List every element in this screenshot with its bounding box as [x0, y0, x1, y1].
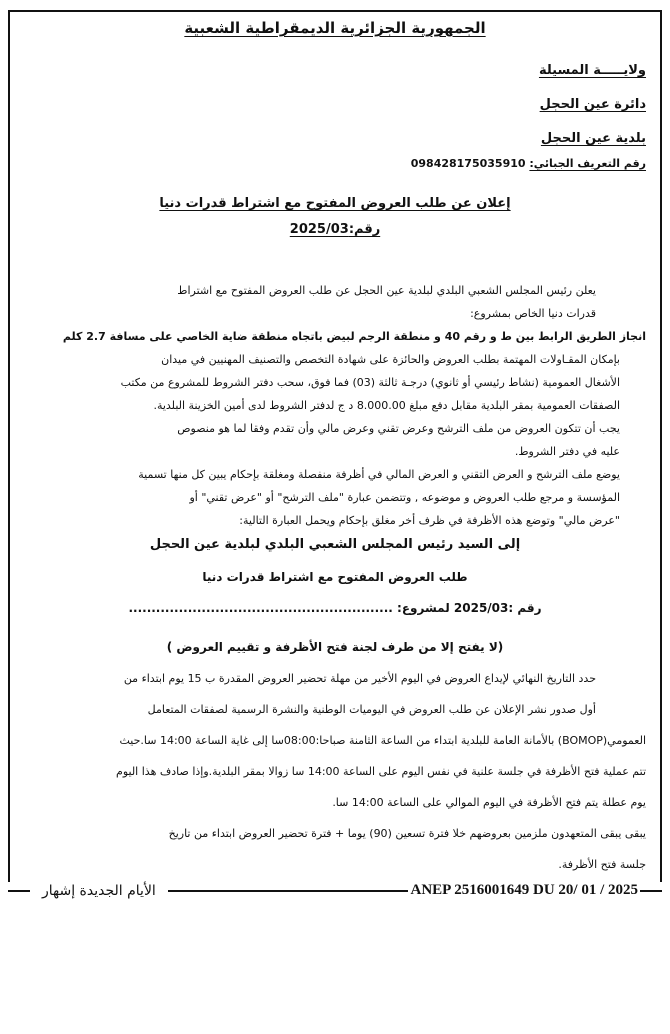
tax-id-label: رقم التعريف الجبائي: [529, 157, 646, 170]
body-line: "عرض مالي" وتوضع هذه الأظرفة في ظرف أخر مغلق بإحكام ويحمل العبارة التالية: [239, 514, 620, 527]
envelope-address: إلى السيد رئيس المجلس الشعبي البلدي لبلدية عين الحجل [149, 537, 521, 552]
body-line: الصفقات العمومية بمقر البلدية مقابل دفع مبلغ 8.000.00 د ج لدفتر الشروط لدى أمين الخزينة البلدية. [153, 399, 620, 412]
commune-label: بلدية عين الحجل [540, 131, 646, 146]
body-line: يوم عطلة يتم فتح الأظرفة في اليوم الموالي على الساعة 14:00 سا. [332, 796, 646, 809]
body-line: يوضع ملف الترشح و العرض التقني و العرض المالي في أظرفة منفصلة ومغلقة بإحكام يبين كل منها تسمية [138, 468, 620, 481]
republic-heading: الجمهورية الجزائرية الديمقراطية الشعبية [184, 19, 486, 37]
project-title: انجاز الطريق الرابط بين ط و رقم 40 و منطقة الرجم لبيض باتجاه منطقة ضاية الخاصي على مسافة 2.7 كلم [62, 330, 646, 343]
body-line: يجب أن تتكون العروض من ملف الترشح وعرض تقني وعرض مالي وأن تقدم وفقا لما هو منصوص [177, 422, 620, 435]
daira-label: دائرة عين الحجل [539, 97, 646, 112]
body-line: تتم عملية فتح الأظرفة في جلسة علنية في نفس اليوم على الساعة 14:00 سا زوالا بمقر البلدية.وإذا صادف هذا اليوم [116, 765, 646, 778]
body-line: حدد التاريخ النهائي لإيداع العروض في اليوم الأخير من مهلة تحضير العروض المقدرة ب 15 يوم ابتداء من [123, 672, 596, 685]
envelope-number: رقم :2025/03 لمشروع: .......................................................... [128, 601, 542, 615]
footer-rule [168, 890, 409, 892]
publisher-name: الأيام الجديدة إشهار [42, 882, 156, 899]
body-line: قدرات دنيا الخاص بمشروع: [470, 307, 596, 320]
body-line: الأشغال العمومية (نشاط رئيسي أو ثانوي) درجـة ثالثة (03) فما فوق، سحب دفتر الشروط للمشروع من مكتب [120, 376, 620, 389]
body-line: يبقى يبقى المتعهدون ملزمين بعروضهم خلا فترة تسعين (90) يوما + فترة تحضير العروض ابتداء من تاريخ [168, 827, 646, 840]
body-line: جلسة فتح الأظرفة. [558, 858, 646, 871]
envelope-note: (لا يفتح إلا من طرف لجنة فتح الأظرفة و تقييم العروض ) [166, 640, 504, 654]
footer-rule [8, 890, 30, 892]
footer-rule [640, 890, 662, 892]
body-line: المؤسسة و مرجع طلب العروض و موضوعه , وتتضمن عبارة "ملف الترشح" أو "عرض تقني" أو [189, 491, 620, 504]
anep-reference: ANEP 2516001649 DU 20/ 01 / 2025 [410, 882, 638, 898]
document-border [8, 10, 662, 882]
body-line: يعلن رئيس المجلس الشعبي البلدي لبلدية عين الحجل عن طلب العروض المفتوح مع اشتراط [177, 284, 596, 297]
announcement-number: رقم:2025/03 [289, 222, 381, 237]
wilaya-label: ولايـــــة المسيلة [538, 63, 646, 78]
envelope-subject: طلب العروض المفتوح مع اشتراط قدرات دنيا [202, 570, 468, 584]
tax-id-value: 098428175035910 [410, 157, 526, 170]
body-line: أول صدور نشر الإعلان عن طلب العروض في اليوميات الوطنية والنشرة الرسمية لصفقات المتعامل [147, 703, 596, 716]
body-line: عليه في دفتر الشروط. [514, 445, 620, 458]
tax-id-row [24, 156, 646, 171]
announcement-title: إعلان عن طلب العروض المفتوح مع اشتراط قدرات دنيا [159, 196, 511, 211]
body-line: العمومي(BOMOP) بالأمانة العامة للبلدية ابتداء من الساعة الثامنة صباحا:08:00سا إلى غاية الساعة 14:00 سا.حيث [119, 734, 646, 747]
body-line: بإمكان المقـاولات المهتمة بطلب العروض والحائزة على شهادة التخصص والتصنيف المهنيين في ميدان [161, 353, 620, 366]
footer [0, 882, 670, 899]
